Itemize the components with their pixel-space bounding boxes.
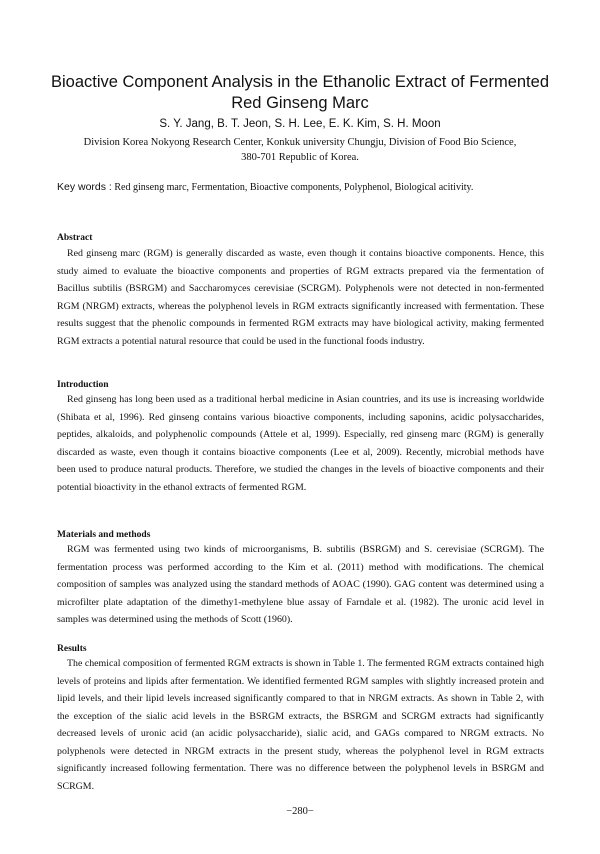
affiliation-line-1: Division Korea Nokyong Research Center, Konkuk university Chungju, Division of Food Bio Science,: [83, 137, 517, 148]
introduction-body: Red ginseng has long been used as a traditional herbal medicine in Asian countries, and its use is increasing worldwide (Shibata et al, 1996). Red ginseng contains various bioactive components, including saponins, acidic polysaccharides, peptides, alkaloids, and polyphenolic compounds (Attele et al, 1999). Especially, red ginseng marc (RGM) is generally discarded as waste, even though it contains bioactive components (Lee et al, 2009). Recently, microbial methods have been used to produce natural products. Therefore, we studied the changes in the levels of bioactive components and their potential bioactivity in the ethanol extracts of fermented RGM.: [57, 394, 544, 493]
paper-title: [40, 72, 560, 114]
keywords-text: Red ginseng marc, Fermentation, Bioactive components, Polyphenol, Biological acitivity.: [114, 182, 474, 193]
methods-body: RGM was fermented using two kinds of microorganisms, B. subtilis (BSRGM) and S. cerevisiae (SCRGM). The fermentation process was performed according to the Kim et al. (2011) method with modifications. The chemical composition of samples was analyzed using the standard methods of AOAC (1990). GAG content was determined using a microfilter plate adaptation of the dimethy1-methylene blue assay of Farndale et al. (1982). The uronic acid level in samples was determined using the methods of Scott (1960).: [57, 544, 544, 625]
results-body: The chemical composition of fermented RGM extracts is shown in Table 1. The fermented RGM extracts contained high levels of proteins and lipids after fermentation. We identified fermented RGM samples with slightly increased protein and lipid levels, and their lipid levels increased significantly compared to that in NRGM extracts. As shown in Table 2, with the exception of the sialic acid levels in the BSRGM extracts, the BSRGM and SCRGM extracts had significantly decreased levels of uronic acid (an acidic polysaccharide), sialic acid, and GAGs compared to NRGM extracts. No polyphenols were detected in NRGM extracts in the present study, whereas the polyphenol level in RGM extracts significantly increased following fermentation. There was no difference between the polyphenol levels in BSRGM and SCRGM.: [57, 658, 544, 792]
keywords: [57, 180, 560, 195]
affiliation: [60, 135, 540, 165]
keywords-label: Key words :: [57, 181, 112, 193]
author-list: S. Y. Jang, B. T. Jeon, S. H. Lee, E. K. Kim, S. H. Moon: [159, 118, 441, 130]
abstract-heading: Abstract: [57, 233, 93, 243]
title-line-2: Red Ginseng Marc: [231, 94, 369, 112]
affiliation-line-2: 380-701 Republic of Korea.: [241, 152, 359, 163]
abstract-body: Red ginseng marc (RGM) is generally discarded as waste, even though it contains bioactive components. Hence, this study aimed to evaluate the bioactive components and properties of RGM extracts prepared via the fermentation of Bacillus subtilis (BSRGM) and Saccharomyces cerevisiae (SCRGM). Polyphenols were not detected in non-fermented RGM (NRGM) extracts, whereas the polyphenol levels in RGM extracts significantly increased with fermentation. These results suggest that the phenolic compounds in fermented RGM extracts may have biological activity, making fermented RGM extracts a potential natural resource that could be used in the functional foods industry.: [57, 248, 544, 347]
page-number: −280−: [286, 806, 314, 817]
title-line-1: Bioactive Component Analysis in the Ethanolic Extract of Fermented: [50, 73, 549, 91]
methods-heading: Materials and methods: [57, 530, 151, 540]
results-heading: Results: [57, 644, 87, 654]
introduction-heading: Introduction: [57, 380, 109, 390]
